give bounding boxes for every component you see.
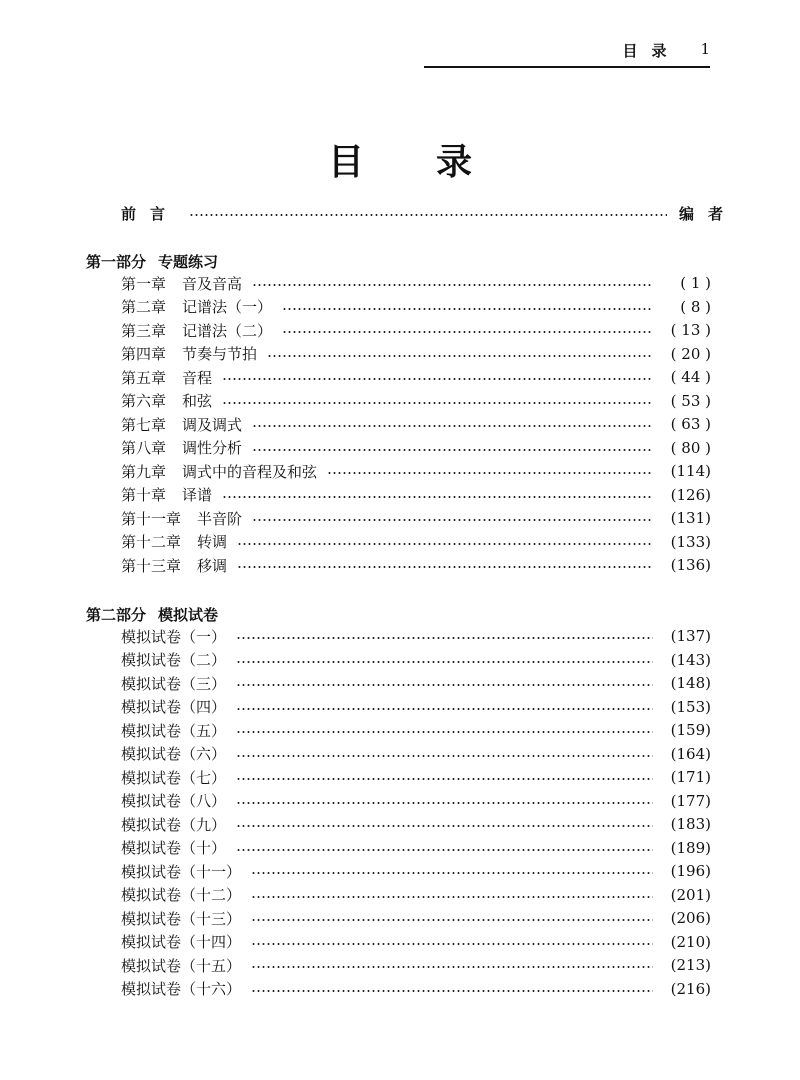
dot-leader (236, 731, 653, 733)
toc-entry-label (121, 367, 212, 388)
toc-entry-label: 模拟试卷（二） (121, 651, 227, 669)
toc-entry-label: 模拟试卷（十四） (121, 933, 242, 951)
toc-entry-preface[interactable] (121, 203, 738, 223)
dot-leader (327, 472, 653, 474)
dot-leader (251, 896, 653, 898)
chapter-number: 第三章 (121, 321, 167, 340)
toc-entry-label (121, 273, 242, 294)
toc-entry-page: ( 44 ) (670, 368, 711, 386)
dot-leader (252, 284, 653, 286)
section-name: 模拟试卷 (158, 606, 219, 624)
toc-entry-page: (114) (670, 462, 711, 480)
dot-leader (236, 684, 653, 686)
toc-entry-page: (177) (670, 791, 711, 810)
section-name: 专题练习 (158, 253, 219, 271)
dot-leader (252, 449, 653, 451)
toc-entry-label (121, 461, 317, 482)
toc-entry-page: ( 53 ) (670, 391, 711, 410)
toc-entry-page: (171) (670, 768, 711, 786)
running-head-title: 目录 (622, 42, 681, 60)
dot-leader (236, 778, 653, 780)
dot-leader (236, 755, 653, 757)
chapter-number: 第二章 (121, 298, 167, 316)
toc-entry-page: (216) (670, 979, 711, 998)
dot-leader (267, 355, 653, 357)
chapter-title: 调性分析 (182, 439, 243, 457)
toc-entry-label: 模拟试卷（五） (121, 721, 227, 740)
toc-entry-label (121, 508, 242, 529)
dot-leader (251, 990, 653, 992)
toc-entry[interactable] (121, 344, 711, 364)
chapter-number: 第十三章 (121, 556, 182, 575)
toc-entry-page: (189) (670, 838, 711, 857)
chapter-title: 记谱法（二） (182, 321, 273, 340)
toc-entry[interactable] (121, 932, 711, 952)
toc-entry-label (121, 390, 212, 411)
chapter-number: 第九章 (121, 462, 167, 481)
toc-entry-label (121, 531, 227, 552)
dot-leader (236, 825, 653, 827)
dot-leader (236, 802, 653, 804)
toc-entry-label: 前言 (121, 204, 180, 223)
dot-leader (237, 566, 653, 568)
toc-entry-page: ( 1 ) (680, 274, 711, 292)
dot-leader (251, 919, 653, 921)
toc-entry-label: 模拟试卷（十一） (121, 862, 242, 881)
toc-entry-page: (126) (670, 485, 711, 504)
dot-leader (282, 331, 653, 333)
chapter-number: 第五章 (121, 368, 167, 387)
chapter-title: 记谱法（一） (182, 298, 273, 316)
dot-leader (282, 308, 653, 310)
toc-entry[interactable] (121, 273, 711, 293)
toc-entry-page: ( 63 ) (670, 415, 711, 433)
toc-entry[interactable] (121, 414, 711, 434)
toc-entry-page: (137) (670, 627, 711, 645)
chapter-number: 第七章 (121, 415, 167, 434)
toc-entry-label: 模拟试卷（十三） (121, 909, 242, 928)
toc-entry[interactable] (121, 626, 711, 646)
toc-entry[interactable] (121, 744, 711, 764)
toc-entry[interactable] (121, 861, 711, 881)
toc-entry[interactable] (121, 697, 711, 717)
section-label: 第二部分 (86, 606, 147, 624)
dot-leader (222, 496, 653, 498)
running-head (424, 40, 710, 68)
toc-entry-label: 模拟试卷（一） (121, 627, 227, 646)
toc-entry-page: (136) (670, 556, 711, 574)
chapter-number: 第四章 (121, 345, 167, 363)
toc-entry-label (121, 320, 272, 341)
toc-entry-page: (201) (670, 885, 711, 904)
toc-entry-page: (206) (670, 909, 711, 927)
toc-entry[interactable] (121, 955, 711, 975)
toc-entry[interactable] (121, 650, 711, 670)
chapter-title: 节奏与节拍 (182, 345, 258, 363)
toc-entry[interactable] (121, 791, 711, 811)
toc-entry-label: 模拟试卷（十六） (121, 980, 242, 998)
dot-leader (222, 378, 653, 380)
dot-leader (252, 519, 653, 521)
toc-entry-page: (131) (670, 509, 711, 527)
chapter-number: 第八章 (121, 439, 167, 457)
chapter-title: 调式中的音程及和弦 (182, 462, 318, 481)
dot-leader (189, 214, 667, 216)
toc-entry-label: 模拟试卷（六） (121, 745, 227, 763)
dot-leader (236, 661, 653, 663)
toc-entry[interactable] (121, 320, 711, 340)
toc-entry-page: (159) (670, 721, 711, 739)
section-heading-part2 (86, 604, 218, 625)
running-head-page-number: 1 (700, 40, 710, 58)
chapter-number: 第六章 (121, 392, 167, 410)
toc-entry-page: ( 8 ) (680, 297, 711, 316)
toc-entry-label: 模拟试卷（十五） (121, 956, 242, 975)
toc-entry-page: ( 20 ) (670, 344, 711, 363)
dot-leader (222, 402, 653, 404)
toc-entry[interactable] (121, 297, 711, 317)
dot-leader (252, 425, 653, 427)
page-title: 目录 (327, 141, 544, 183)
toc-entry[interactable] (121, 838, 711, 858)
toc-entry-page: (153) (670, 697, 711, 716)
toc-entry[interactable] (121, 485, 711, 505)
chapter-title: 译谱 (182, 486, 213, 504)
toc-entry-page: (133) (670, 532, 711, 551)
toc-entry-page: ( 80 ) (670, 438, 711, 457)
chapter-number: 第一章 (121, 274, 167, 293)
toc-entry-page: (183) (670, 815, 711, 833)
toc-entry-page: 编者 (679, 204, 738, 223)
dot-leader (251, 943, 653, 945)
chapter-title: 转调 (197, 533, 228, 551)
toc-entry[interactable] (121, 391, 711, 411)
toc-entry-label (121, 296, 272, 317)
toc-entry-label: 模拟试卷（十二） (121, 886, 242, 904)
toc-entry[interactable] (121, 673, 711, 693)
chapter-number: 第十章 (121, 486, 167, 504)
toc-entry[interactable] (121, 720, 711, 740)
toc-entry-label (121, 484, 212, 505)
toc-entry-page: (196) (670, 862, 711, 880)
toc-entry[interactable] (121, 885, 711, 905)
toc-entry-page: (143) (670, 650, 711, 669)
toc-entry-page: ( 13 ) (670, 321, 711, 339)
section-label: 第一部分 (86, 253, 147, 271)
chapter-title: 调及调式 (182, 415, 243, 434)
toc-entry[interactable] (121, 908, 711, 928)
toc-entry[interactable] (121, 555, 711, 575)
chapter-title: 音程 (182, 368, 213, 387)
toc-entry[interactable] (121, 438, 711, 458)
toc-entry-label (121, 555, 227, 576)
toc-entry[interactable] (121, 461, 711, 481)
toc-entry-page: (213) (670, 956, 711, 974)
chapter-title: 音及音高 (182, 274, 243, 293)
dot-leader (251, 872, 653, 874)
dot-leader (236, 849, 653, 851)
chapter-title: 和弦 (182, 392, 213, 410)
toc-entry-label: 模拟试卷（九） (121, 815, 227, 834)
toc-entry-label: 模拟试卷（八） (121, 792, 227, 810)
toc-entry[interactable] (121, 508, 711, 528)
toc-entry-page: (164) (670, 744, 711, 763)
toc-entry[interactable] (121, 532, 711, 552)
toc-entry-label (121, 343, 257, 364)
chapter-title: 半音阶 (197, 509, 243, 528)
chapter-number: 第十二章 (121, 533, 182, 551)
dot-leader (236, 637, 653, 639)
toc-entry-label (121, 414, 242, 435)
toc-entry-label: 模拟试卷（三） (121, 674, 227, 693)
toc-entry-page: (148) (670, 674, 711, 692)
chapter-title: 移调 (197, 556, 228, 575)
toc-entry-label: 模拟试卷（四） (121, 698, 227, 716)
dot-leader (251, 966, 653, 968)
toc-entry[interactable] (121, 367, 711, 387)
toc-entry-page: (210) (670, 932, 711, 951)
toc-entry[interactable] (121, 767, 711, 787)
dot-leader (236, 708, 653, 710)
toc-entry-label: 模拟试卷（七） (121, 768, 227, 787)
section-heading-part1 (86, 251, 218, 272)
toc-entry[interactable] (121, 814, 711, 834)
toc-entry-label (121, 437, 242, 458)
toc-entry-label: 模拟试卷（十） (121, 839, 227, 857)
dot-leader (237, 543, 653, 545)
chapter-number: 第十一章 (121, 509, 182, 528)
toc-entry[interactable] (121, 979, 711, 999)
